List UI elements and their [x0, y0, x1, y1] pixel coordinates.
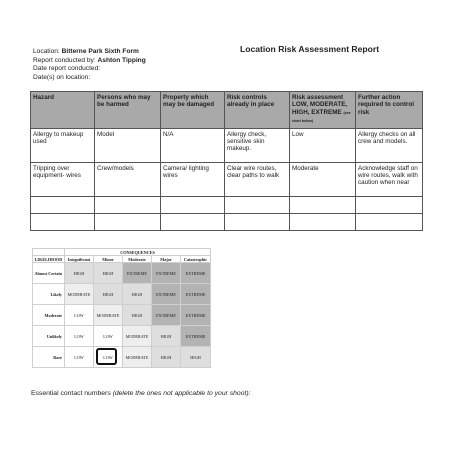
matrix-col-header: Moderate: [123, 256, 152, 263]
empty-cell[interactable]: [225, 213, 290, 230]
cell-action[interactable]: Acknowledge staff on wire routes, walk with caution when near: [356, 162, 423, 196]
cell-persons[interactable]: Model: [95, 128, 161, 162]
matrix-cell: HIGH: [65, 263, 94, 284]
matrix-cell: HIGH: [123, 305, 152, 326]
matrix-cell: EXTREME: [152, 284, 181, 305]
matrix-cell: EXTREME: [123, 263, 152, 284]
matrix-cell: HIGH: [123, 284, 152, 305]
matrix-cell: EXTREME: [152, 263, 181, 284]
empty-cell[interactable]: [31, 213, 95, 230]
cell-controls[interactable]: Clear wire routes, clear paths to walk: [225, 162, 290, 196]
header-persons: Persons who may be harmed: [95, 92, 161, 129]
table-row-empty: [31, 196, 423, 213]
empty-cell[interactable]: [290, 196, 356, 213]
matrix-cell: MODERATE: [123, 326, 152, 347]
matrix-cell: LOW: [65, 305, 94, 326]
header-controls: Risk controls already in place: [225, 92, 290, 129]
risk-assessment-table: [30, 91, 423, 231]
matrix-col-header: Minor: [94, 256, 123, 263]
selected-risk-marker: [96, 348, 117, 365]
contact-note: (delete the ones not applicable to your shoot):: [112, 390, 251, 397]
matrix-cell: LOW: [94, 326, 123, 347]
matrix-cell: HIGH: [94, 263, 123, 284]
matrix-row-label: Likely: [33, 284, 65, 305]
cell-assessment[interactable]: Moderate: [290, 162, 356, 196]
matrix-col-header: Catastrophic: [181, 256, 211, 263]
matrix-col-header: Major: [152, 256, 181, 263]
matrix-row-label: Almost Certain: [33, 263, 65, 284]
cell-action[interactable]: Allergy checks on all crew and models.: [356, 128, 423, 162]
dates-on-location-line: Date(s) on location:: [33, 73, 91, 81]
matrix-cell: LOW: [94, 347, 123, 368]
cell-assessment[interactable]: Low: [290, 128, 356, 162]
conducted-by-value: Ashton Tipping: [97, 56, 146, 64]
matrix-cell: MODERATE: [65, 284, 94, 305]
matrix-cell: EXTREME: [181, 305, 211, 326]
table-header-row: [31, 92, 423, 129]
empty-cell[interactable]: [95, 196, 161, 213]
cell-controls[interactable]: Allergy check, sensitive skin makeup.: [225, 128, 290, 162]
table-row: [31, 162, 423, 196]
table-row: [31, 128, 423, 162]
matrix-consequences-label: CONSEQUENCES: [65, 249, 211, 256]
header-hazard: Hazard: [31, 92, 95, 129]
header-assessment-note: (see chart below): [292, 110, 351, 124]
location-label: Location:: [33, 48, 62, 55]
matrix-cell: HIGH: [181, 347, 211, 368]
matrix-cell: LOW: [65, 347, 94, 368]
matrix-row: [33, 326, 211, 347]
matrix-row: [33, 284, 211, 305]
matrix-cell: EXTREME: [181, 284, 211, 305]
empty-cell[interactable]: [356, 213, 423, 230]
matrix-cell: EXTREME: [181, 263, 211, 284]
conducted-by-label: Report conducted by:: [33, 56, 98, 64]
empty-cell[interactable]: [161, 196, 225, 213]
matrix-cell: EXTREME: [181, 326, 211, 347]
matrix-cell: HIGH: [152, 326, 181, 347]
matrix-column-header-row: [33, 256, 211, 263]
location-value: Bitterne Park Sixth Form: [61, 48, 139, 55]
matrix-cell: EXTREME: [152, 305, 181, 326]
contact-numbers-line: [31, 390, 251, 397]
matrix-corner: [33, 249, 65, 256]
matrix-row: [33, 263, 211, 284]
empty-cell[interactable]: [161, 213, 225, 230]
matrix-cell: MODERATE: [94, 305, 123, 326]
report-meta: [33, 48, 146, 82]
contact-label: Essential contact numbers: [31, 390, 113, 397]
matrix-col-header: Insignificant: [65, 256, 94, 263]
empty-cell[interactable]: [225, 196, 290, 213]
matrix-cell: MODERATE: [123, 347, 152, 368]
date-conducted-line: Date report conducted:: [33, 65, 101, 73]
table-row-empty: [31, 213, 423, 230]
header-assessment-text: Risk assessment LOW, MODERATE, HIGH, EXTREME: [292, 94, 348, 116]
risk-matrix: [32, 248, 211, 368]
empty-cell[interactable]: [356, 196, 423, 213]
header-action: Further action required to control risk: [356, 92, 423, 129]
matrix-row: [33, 305, 211, 326]
location-line: [33, 48, 146, 57]
header-assessment: [290, 92, 356, 129]
matrix-cell: HIGH: [94, 284, 123, 305]
matrix-cell: LOW: [65, 326, 94, 347]
matrix-row-label: Moderate: [33, 305, 65, 326]
cell-persons[interactable]: Crew/models: [95, 162, 161, 196]
matrix-row-label: Rare: [33, 347, 65, 368]
report-title: Location Risk Assessment Report: [240, 44, 380, 54]
matrix-row: [33, 347, 211, 368]
cell-hazard[interactable]: Allergy to makeup used: [31, 128, 95, 162]
matrix-cell: HIGH: [152, 347, 181, 368]
empty-cell[interactable]: [95, 213, 161, 230]
header-property: Property which may be damaged: [161, 92, 225, 129]
matrix-row-label: Unlikely: [33, 326, 65, 347]
cell-property[interactable]: N/A: [161, 128, 225, 162]
cell-hazard[interactable]: Tripping over equipment- wires: [31, 162, 95, 196]
empty-cell[interactable]: [31, 196, 95, 213]
matrix-consequences-row: [33, 249, 211, 256]
conducted-by-line: [33, 57, 146, 66]
cell-property[interactable]: Camera/ lighting wires: [161, 162, 225, 196]
empty-cell[interactable]: [290, 213, 356, 230]
matrix-likelihood-label: LIKELIHOOD: [33, 256, 65, 263]
